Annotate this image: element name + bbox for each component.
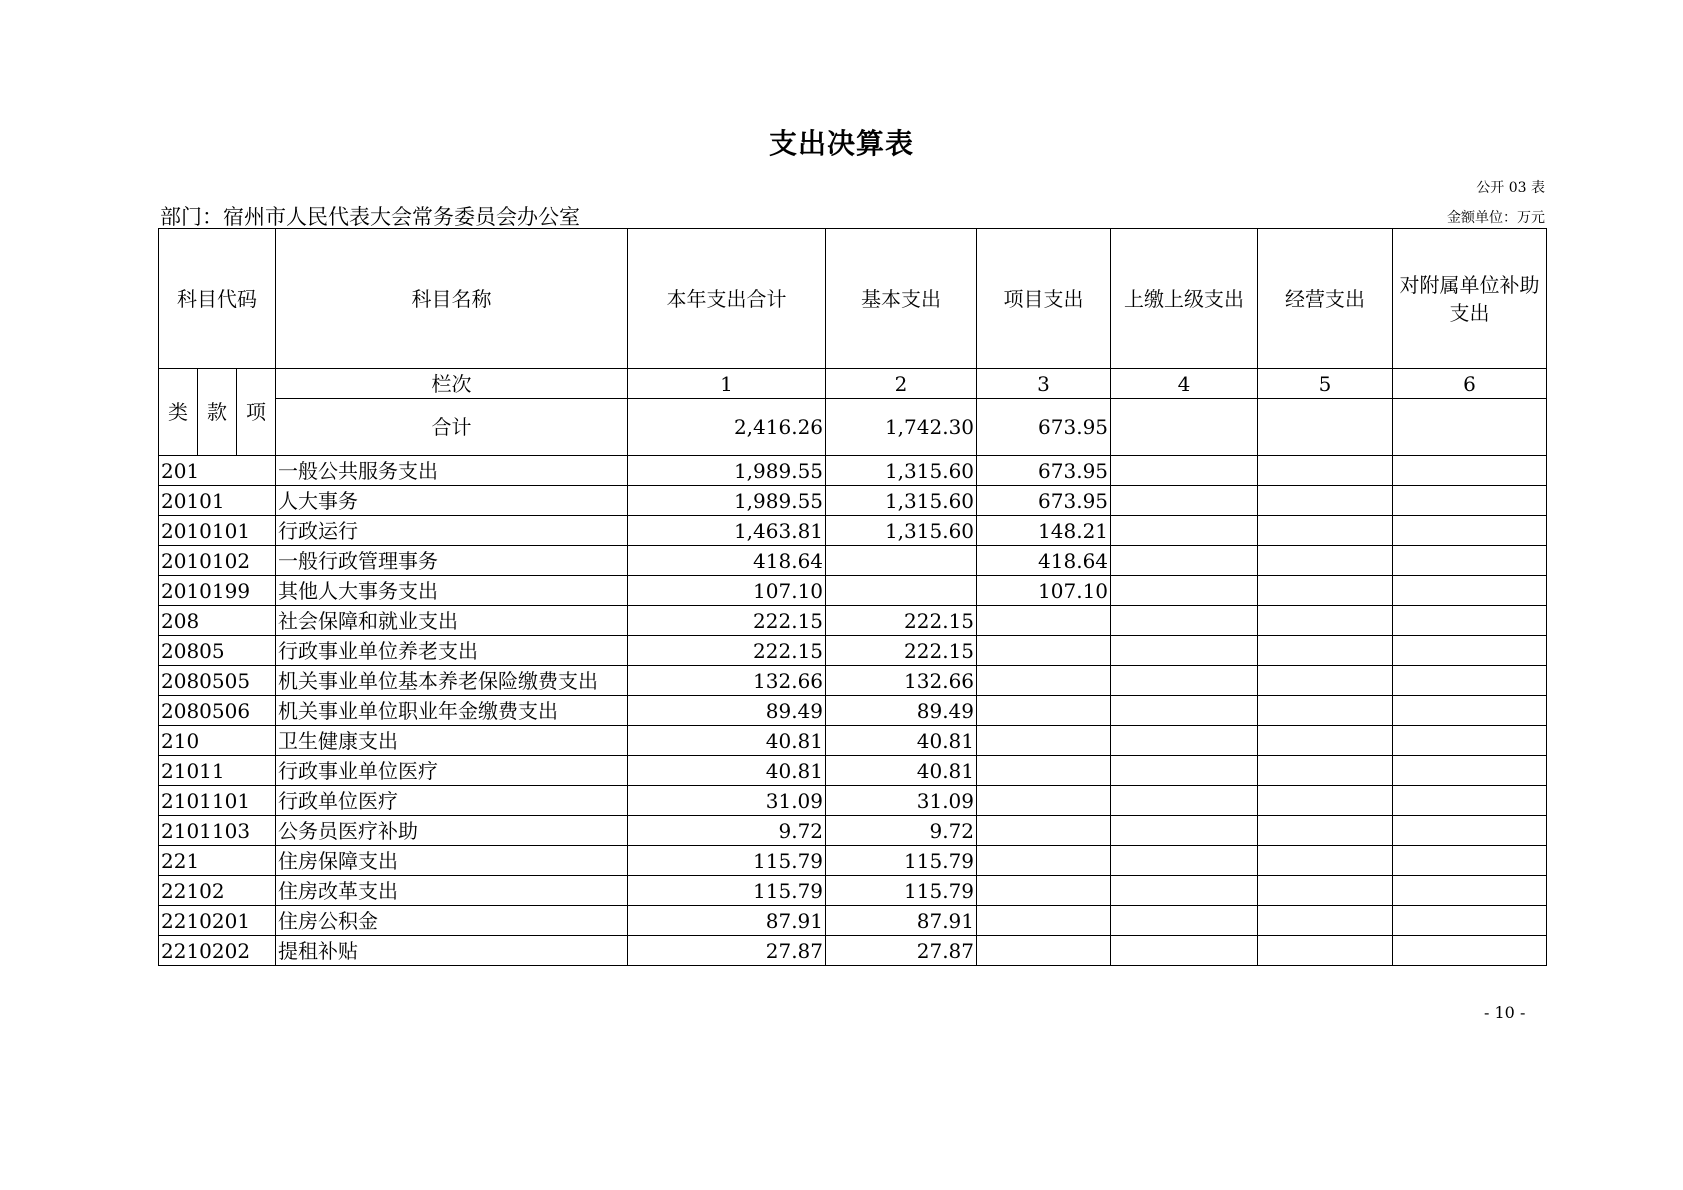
row-subsidy — [1393, 906, 1547, 936]
row-code: 221 — [159, 846, 276, 876]
header-project-expenditure: 项目支出 — [977, 229, 1111, 369]
row-total: 1,463.81 — [628, 516, 826, 546]
row-basic: 89.49 — [826, 696, 977, 726]
table-row — [159, 816, 1547, 846]
row-total: 418.64 — [628, 546, 826, 576]
header-lei: 类 — [159, 369, 198, 456]
row-subsidy — [1393, 516, 1547, 546]
row-business — [1258, 516, 1393, 546]
row-project — [977, 816, 1111, 846]
row-code: 2010101 — [159, 516, 276, 546]
row-name: 行政运行 — [276, 516, 628, 546]
row-total: 9.72 — [628, 816, 826, 846]
row-remit — [1111, 576, 1258, 606]
row-basic: 31.09 — [826, 786, 977, 816]
lanci-number: 1 — [628, 369, 826, 399]
row-project — [977, 636, 1111, 666]
row-remit — [1111, 636, 1258, 666]
row-basic: 1,315.60 — [826, 486, 977, 516]
row-code: 2080506 — [159, 696, 276, 726]
total-cell — [1393, 399, 1547, 456]
table-row — [159, 756, 1547, 786]
header-row — [159, 229, 1547, 369]
row-subsidy — [1393, 846, 1547, 876]
row-project — [977, 936, 1111, 966]
header-basic-expenditure: 基本支出 — [826, 229, 977, 369]
row-remit — [1111, 606, 1258, 636]
row-code: 20101 — [159, 486, 276, 516]
row-subsidy — [1393, 546, 1547, 576]
department-label: 部门：宿州市人民代表大会常务委员会办公室 — [160, 205, 580, 229]
row-total: 89.49 — [628, 696, 826, 726]
row-code: 2010199 — [159, 576, 276, 606]
table-row — [159, 936, 1547, 966]
row-basic: 27.87 — [826, 936, 977, 966]
row-basic: 40.81 — [826, 756, 977, 786]
row-basic: 222.15 — [826, 636, 977, 666]
row-basic: 87.91 — [826, 906, 977, 936]
row-remit — [1111, 726, 1258, 756]
row-business — [1258, 936, 1393, 966]
row-name: 行政单位医疗 — [276, 786, 628, 816]
lanci-number: 5 — [1258, 369, 1393, 399]
row-code: 210 — [159, 726, 276, 756]
row-basic: 1,315.60 — [826, 516, 977, 546]
row-total: 115.79 — [628, 846, 826, 876]
row-subsidy — [1393, 636, 1547, 666]
table-row — [159, 876, 1547, 906]
row-total: 132.66 — [628, 666, 826, 696]
row-name: 住房公积金 — [276, 906, 628, 936]
row-name: 行政事业单位养老支出 — [276, 636, 628, 666]
row-total: 115.79 — [628, 876, 826, 906]
row-code: 2010102 — [159, 546, 276, 576]
row-project: 673.95 — [977, 486, 1111, 516]
total-row — [159, 399, 1547, 456]
row-basic — [826, 576, 977, 606]
row-project — [977, 876, 1111, 906]
header-kuan: 款 — [198, 369, 237, 456]
total-cell: 673.95 — [977, 399, 1111, 456]
row-code: 22102 — [159, 876, 276, 906]
total-label: 合计 — [276, 399, 628, 456]
table-row — [159, 846, 1547, 876]
table-row — [159, 786, 1547, 816]
row-total: 31.09 — [628, 786, 826, 816]
row-subsidy — [1393, 576, 1547, 606]
row-name: 机关事业单位职业年金缴费支出 — [276, 696, 628, 726]
row-business — [1258, 876, 1393, 906]
header-total-expenditure: 本年支出合计 — [628, 229, 826, 369]
row-name: 其他人大事务支出 — [276, 576, 628, 606]
table-row — [159, 576, 1547, 606]
row-name: 行政事业单位医疗 — [276, 756, 628, 786]
row-basic: 9.72 — [826, 816, 977, 846]
row-name: 住房改革支出 — [276, 876, 628, 906]
row-remit — [1111, 756, 1258, 786]
row-remit — [1111, 666, 1258, 696]
row-total: 107.10 — [628, 576, 826, 606]
row-name: 卫生健康支出 — [276, 726, 628, 756]
row-total: 1,989.55 — [628, 486, 826, 516]
table-row — [159, 906, 1547, 936]
row-remit — [1111, 546, 1258, 576]
row-basic: 40.81 — [826, 726, 977, 756]
row-name: 机关事业单位基本养老保险缴费支出 — [276, 666, 628, 696]
row-remit — [1111, 846, 1258, 876]
row-total: 40.81 — [628, 756, 826, 786]
row-business — [1258, 666, 1393, 696]
row-project: 107.10 — [977, 576, 1111, 606]
row-name: 公务员医疗补助 — [276, 816, 628, 846]
column-number-row — [159, 369, 1547, 399]
row-remit — [1111, 696, 1258, 726]
table-row — [159, 606, 1547, 636]
row-total: 222.15 — [628, 606, 826, 636]
table-row — [159, 696, 1547, 726]
table-row — [159, 546, 1547, 576]
row-code: 2101101 — [159, 786, 276, 816]
total-cell — [1111, 399, 1258, 456]
table-row — [159, 456, 1547, 486]
form-number: 公开 03 表 — [1476, 180, 1545, 196]
row-subsidy — [1393, 786, 1547, 816]
row-basic: 222.15 — [826, 606, 977, 636]
row-subsidy — [1393, 756, 1547, 786]
header-xiang: 项 — [237, 369, 276, 456]
row-remit — [1111, 516, 1258, 546]
row-business — [1258, 636, 1393, 666]
row-remit — [1111, 816, 1258, 846]
row-name: 一般行政管理事务 — [276, 546, 628, 576]
row-project — [977, 756, 1111, 786]
row-subsidy — [1393, 726, 1547, 756]
row-code: 2101103 — [159, 816, 276, 846]
lanci-number: 3 — [977, 369, 1111, 399]
row-remit — [1111, 906, 1258, 936]
row-remit — [1111, 876, 1258, 906]
page-number: - 10 - — [1484, 1003, 1526, 1022]
header-business-expenditure: 经营支出 — [1258, 229, 1393, 369]
lanci-number: 6 — [1393, 369, 1547, 399]
row-name: 一般公共服务支出 — [276, 456, 628, 486]
row-subsidy — [1393, 936, 1547, 966]
row-business — [1258, 906, 1393, 936]
row-code: 21011 — [159, 756, 276, 786]
row-subsidy — [1393, 696, 1547, 726]
row-business — [1258, 696, 1393, 726]
row-business — [1258, 846, 1393, 876]
lanci-number: 4 — [1111, 369, 1258, 399]
page-title: 支出决算表 — [768, 127, 914, 160]
row-subsidy — [1393, 816, 1547, 846]
row-subsidy — [1393, 486, 1547, 516]
row-remit — [1111, 936, 1258, 966]
row-project: 418.64 — [977, 546, 1111, 576]
table-row — [159, 636, 1547, 666]
row-total: 222.15 — [628, 636, 826, 666]
row-code: 201 — [159, 456, 276, 486]
lanci-label: 栏次 — [276, 369, 628, 399]
row-project — [977, 726, 1111, 756]
row-project — [977, 906, 1111, 936]
row-project — [977, 606, 1111, 636]
row-subsidy — [1393, 666, 1547, 696]
expenditure-table — [158, 228, 1547, 966]
row-project: 148.21 — [977, 516, 1111, 546]
row-total: 1,989.55 — [628, 456, 826, 486]
row-business — [1258, 576, 1393, 606]
row-business — [1258, 816, 1393, 846]
row-project — [977, 846, 1111, 876]
row-business — [1258, 456, 1393, 486]
header-remit-superior: 上缴上级支出 — [1111, 229, 1258, 369]
row-business — [1258, 486, 1393, 516]
row-total: 27.87 — [628, 936, 826, 966]
row-subsidy — [1393, 876, 1547, 906]
row-basic — [826, 546, 977, 576]
row-basic: 115.79 — [826, 876, 977, 906]
total-cell: 2,416.26 — [628, 399, 826, 456]
table-row — [159, 516, 1547, 546]
table-row — [159, 486, 1547, 516]
row-basic: 132.66 — [826, 666, 977, 696]
row-total: 87.91 — [628, 906, 826, 936]
row-name: 人大事务 — [276, 486, 628, 516]
row-name: 社会保障和就业支出 — [276, 606, 628, 636]
row-subsidy — [1393, 606, 1547, 636]
row-business — [1258, 756, 1393, 786]
table-row — [159, 726, 1547, 756]
total-cell — [1258, 399, 1393, 456]
row-code: 2210201 — [159, 906, 276, 936]
table-row — [159, 666, 1547, 696]
header-name: 科目名称 — [276, 229, 628, 369]
total-cell: 1,742.30 — [826, 399, 977, 456]
row-business — [1258, 546, 1393, 576]
row-project — [977, 666, 1111, 696]
row-subsidy — [1393, 456, 1547, 486]
row-name: 住房保障支出 — [276, 846, 628, 876]
lanci-number: 2 — [826, 369, 977, 399]
header-subsidy-affiliates: 对附属单位补助支出 — [1393, 229, 1547, 369]
row-remit — [1111, 456, 1258, 486]
row-code: 208 — [159, 606, 276, 636]
amount-unit: 金额单位：万元 — [1447, 210, 1545, 226]
row-basic: 115.79 — [826, 846, 977, 876]
row-business — [1258, 606, 1393, 636]
row-code: 20805 — [159, 636, 276, 666]
row-project — [977, 786, 1111, 816]
row-name: 提租补贴 — [276, 936, 628, 966]
row-project — [977, 696, 1111, 726]
row-code: 2080505 — [159, 666, 276, 696]
row-business — [1258, 786, 1393, 816]
row-business — [1258, 726, 1393, 756]
row-total: 40.81 — [628, 726, 826, 756]
row-code: 2210202 — [159, 936, 276, 966]
row-remit — [1111, 786, 1258, 816]
row-basic: 1,315.60 — [826, 456, 977, 486]
row-project: 673.95 — [977, 456, 1111, 486]
row-remit — [1111, 486, 1258, 516]
header-code: 科目代码 — [159, 229, 276, 369]
